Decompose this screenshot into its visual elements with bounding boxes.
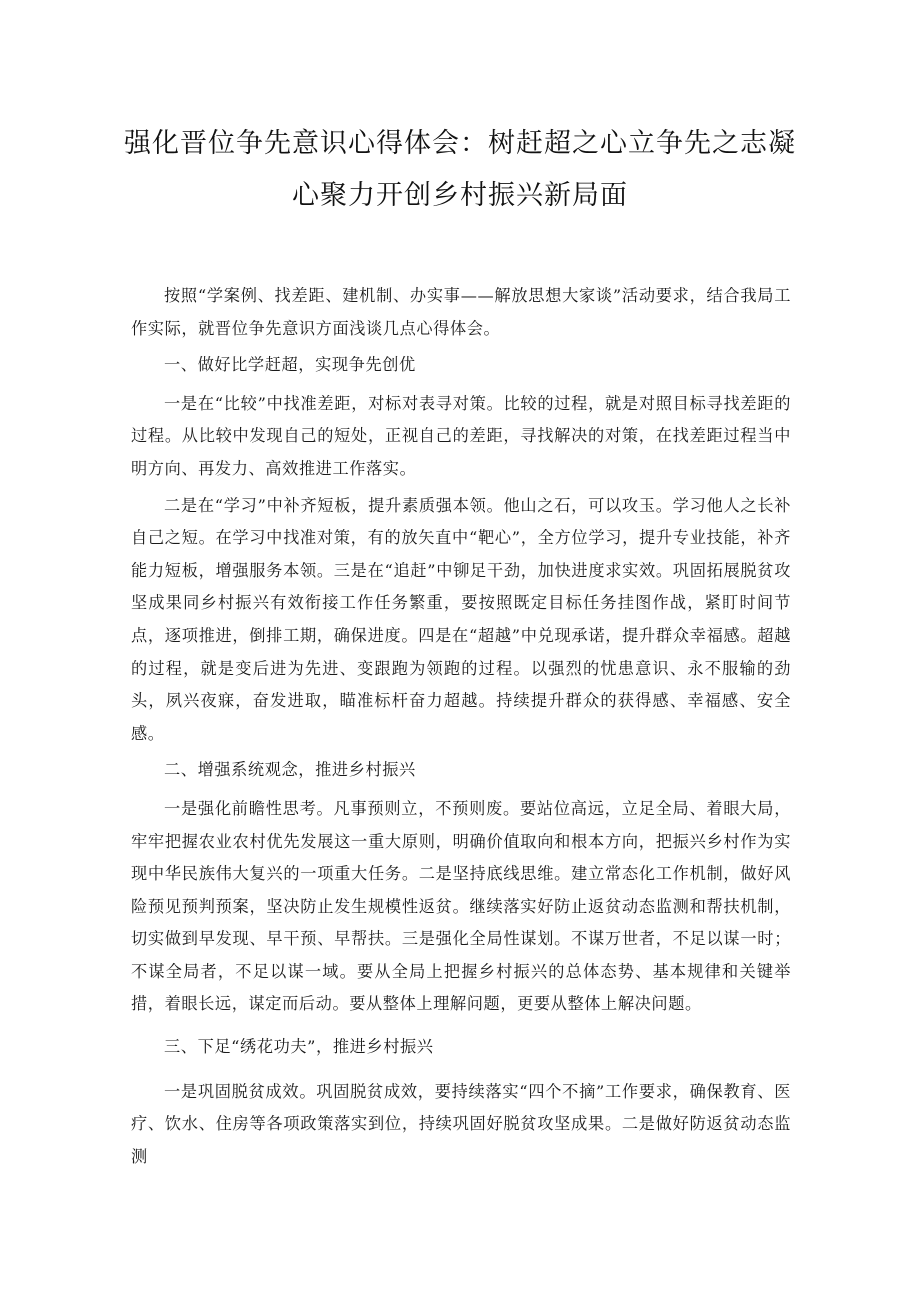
section-2-heading: 二、增强系统观念，推进乡村振兴 [164,760,416,780]
document-body [131,280,791,1177]
section-1-paragraph-2: 二是在“学习”中补齐短板，提升素质强本领。他山之石，可以攻玉。学习他人之长补自己之短。在学习中找准对策，有的放矢直中“靶心”，全方位学习，提升专业技能，补齐能力短板，增强服务本领。三是在“追赶”中铆足干劲，加快进度求实效。巩固拓展脱贫攻坚成果同乡村振兴有效衔接工作任务繁重，要按照既定目标任务挂图作战，紧盯时间节点，逐项推进，倒排工期，确保进度。四是在“超越”中兑现承诺，提升群众幸福感。超越的过程，就是变后进为先进、变跟跑为领跑的过程。以强烈的忧患意识、永不服输的劲头，夙兴夜寐，奋发进取，瞄准标杆奋力超越。持续提升群众的获得感、幸福感、安全感。 [131,495,791,743]
title-line-2: 心聚力开创乡村振兴新局面 [292,180,628,211]
title-line-1: 强化晋位争先意识心得体会：树赶超之心立争先之志凝 [124,128,796,159]
document-title [90,118,830,222]
section-1-heading: 一、做好比学赶超，实现争先创优 [164,355,416,375]
intro-paragraph: 按照“学案例、找差距、建机制、办实事——解放思想大家谈”活动要求，结合我局工作实际，就晋位争先意识方面浅谈几点心得体会。 [131,286,791,338]
section-3-heading: 三、下足“绣花功夫”，推进乡村振兴 [164,1037,434,1057]
section-3-paragraph-1: 一是巩固脱贫成效。巩固脱贫成效，要持续落实“四个不摘”工作要求，确保教育、医疗、饮水、住房等各项政策落实到位，持续巩固好脱贫攻坚成果。二是做好防返贫动态监测 [131,1081,791,1166]
section-2-paragraph-1: 一是强化前瞻性思考。凡事预则立，不预则废。要站位高远，立足全局、着眼大局，牢牢把握农业农村优先发展这一重大原则，明确价值取向和根本方向，把振兴乡村作为实现中华民族伟大复兴的一项重大任务。二是坚持底线思维。建立常态化工作机制，做好风险预见预判预案，坚决防止发生规模性返贫。继续落实好防止返贫动态监测和帮扶机制，切实做到早发现、早干预、早帮扶。三是强化全局性谋划。不谋万世者，不足以谋一时；不谋全局者，不足以谋一域。要从全局上把握乡村振兴的总体态势、基本规律和关键举措，着眼长远，谋定而后动。要从整体上理解问题，更要从整体上解决问题。 [131,798,791,1014]
section-1-paragraph-1: 一是在“比较”中找准差距，对标对表寻对策。比较的过程，就是对照目标寻找差距的过程。从比较中发现自己的短处，正视自己的差距，寻找解决的对策，在找差距过程当中明方向、再发力、高效推进工作落实。 [131,393,791,478]
